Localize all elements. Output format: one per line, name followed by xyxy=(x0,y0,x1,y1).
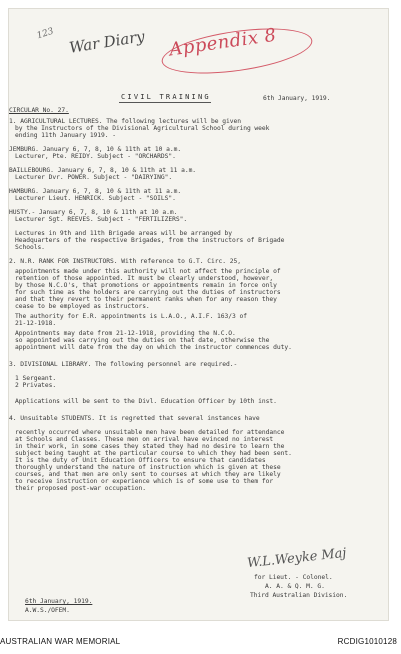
body-line: Lectures in 9th and 11th Brigade areas will be arranged by xyxy=(15,230,232,237)
body-line: subject being taught at the particular course to which they had been sent. xyxy=(15,450,292,457)
footer-reference: A.W.S./OFEM. xyxy=(25,607,70,614)
sign-block-line: Third Australian Division. xyxy=(250,592,348,599)
body-line: Appointments may date from 21-12-1918, providing the N.C.O. xyxy=(15,330,236,337)
body-line: 21-12-1918. xyxy=(15,320,57,327)
sign-block-line: for Lieut. - Colonel. xyxy=(254,574,333,581)
body-line: courses, and that men are only sent to courses at which they are likely xyxy=(15,471,281,478)
body-line: JEMBURG. January 6, 7, 8, 10 & 11th at 10 a.m. xyxy=(9,146,182,153)
body-line: The authority for E.R. appointments is L.A.O., A.I.F. 163/3 of xyxy=(15,313,247,320)
body-line: 2. N.R. RANK FOR INSTRUCTORS. With reference to G.T. Circ. 25, xyxy=(9,258,241,265)
body-line: Lecturer Sgt. REEVES. Subject - "FERTILIZERS". xyxy=(15,216,188,223)
body-line: appointment will date from the day on which the instructor commences duty. xyxy=(15,344,292,351)
title-underline xyxy=(119,102,211,103)
body-line: so appointed was carrying out the duties on that date, otherwise the xyxy=(15,337,270,344)
sign-block-line: A. A. & Q. M. G. xyxy=(265,583,325,590)
body-line: HAMBURG. January 6, 7, 8, 10 & 11th at 11 a.m. xyxy=(9,188,182,195)
body-line: cease to be employed as instructors. xyxy=(15,303,150,310)
body-line: recently occurred where unsuitable men have been detailed for attendance xyxy=(15,429,285,436)
document-date: 6th January, 1919. xyxy=(263,95,331,102)
body-line: Lecturer Dvr. POWER. Subject - "DAIRYING". xyxy=(15,174,173,181)
body-line: 1. AGRICULTURAL LECTURES. The following lectures will be given xyxy=(9,118,241,125)
body-line: 1 Sergeant. xyxy=(15,375,57,382)
body-line: thoroughly understand the nature of instruction which is given at these xyxy=(15,464,281,471)
archive-institution: AUSTRALIAN WAR MEMORIAL xyxy=(0,637,121,646)
body-line: 3. DIVISIONAL LIBRARY. The following personnel are required.- xyxy=(9,361,238,368)
body-line: to receive instruction or experience which is of some use to them for xyxy=(15,478,274,485)
document-page xyxy=(9,9,388,620)
body-line: for such time as the holders are carrying out the duties of instructors xyxy=(15,289,281,296)
handwritten-signature: W.L.Weyke Maj xyxy=(246,545,347,572)
body-line: and that they revert to their permanent ranks when for any reason they xyxy=(15,296,277,303)
body-line: Lecturer Lieut. HENRICK. Subject - "SOILS". xyxy=(15,195,176,202)
appendix-annotation: Appendix 8 xyxy=(168,24,278,61)
body-line: Schools. xyxy=(15,244,45,251)
body-line: ending 11th January 1919. - xyxy=(15,132,117,139)
circular-number: CIRCULAR No. 27. xyxy=(9,107,69,114)
body-line: It is the duty of Unit Education Officers to ensure that candidates xyxy=(15,457,266,464)
body-line: HUSTY.- January 6, 7, 8, 10 & 11th at 10 a.m. xyxy=(9,209,178,216)
archive-reference: RCDIG1010128 xyxy=(337,637,397,646)
body-line: appointments made under this authority will not affect the principle of xyxy=(15,268,281,275)
body-line: Applications will be sent to the Divl. Education Officer by 10th inst. xyxy=(15,398,277,405)
war-diary-annotation: War Diary xyxy=(67,27,146,57)
body-line: BAILLEBOURG. January 6, 7, 8, 10 & 11th at 11 a.m. xyxy=(9,167,197,174)
body-line: 2 Privates. xyxy=(15,382,57,389)
footer-date: 6th January, 1919. xyxy=(25,598,93,605)
body-line: Headquarters of the respective Brigades, from the instructors of Brigade xyxy=(15,237,285,244)
body-line: by those N.C.O's, that promotions or appointments remain in force only xyxy=(15,282,277,289)
body-line: 4. Unsuitable STUDENTS. It is regretted that several instances have xyxy=(9,415,260,422)
body-line: retention of those appointed. It must be clearly understood, however, xyxy=(15,275,274,282)
body-line: at Schools and Classes. These men on arrival have evinced no interest xyxy=(15,436,274,443)
body-line: their proposed post-war occupation. xyxy=(15,485,146,492)
body-line: Lecturer, Pte. REIDY. Subject - "ORCHARDS". xyxy=(15,153,176,160)
document-title: CIVIL TRAINING xyxy=(121,93,211,101)
body-line: in their work, in some cases they stated they had no desire to learn the xyxy=(15,443,285,450)
folio-number: 123 xyxy=(35,26,56,42)
body-line: by the Instructors of the Divisional Agricultural School during week xyxy=(15,125,270,132)
